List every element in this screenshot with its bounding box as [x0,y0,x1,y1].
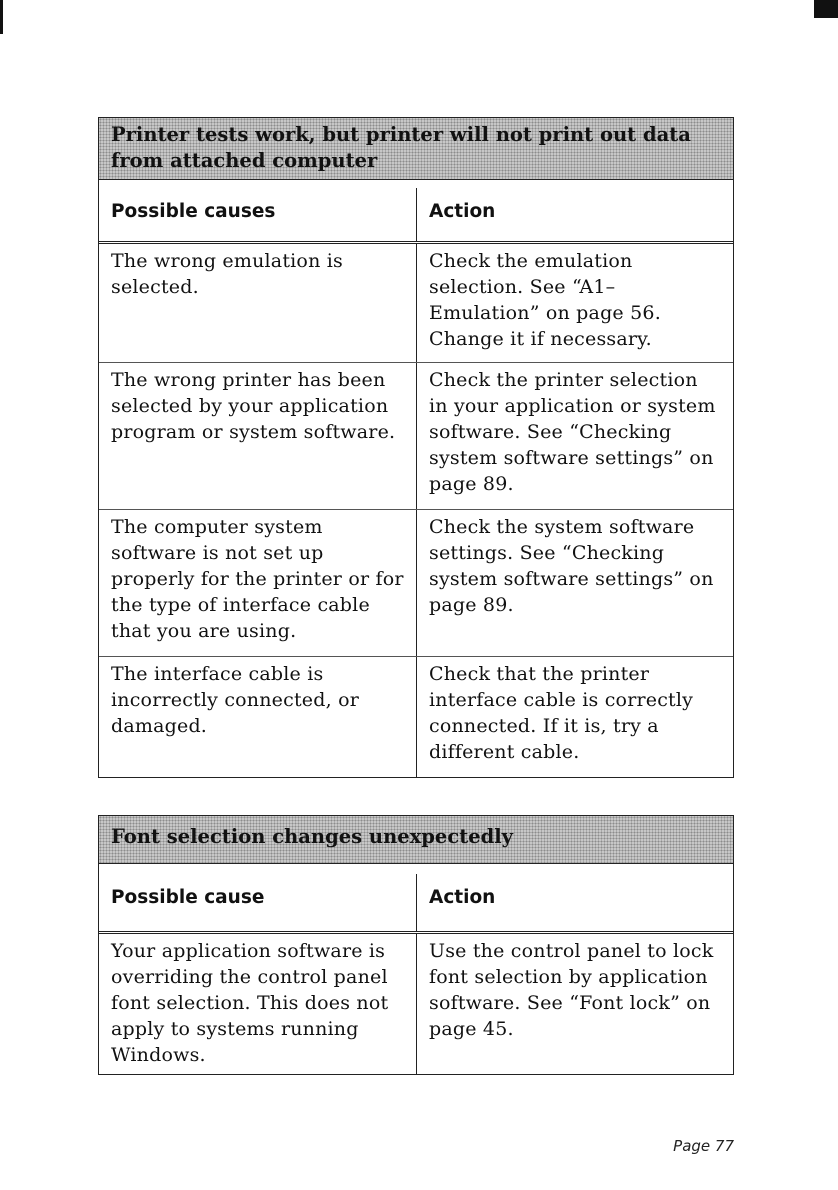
action-cell: Use the control panel to lock font selection by application software. See “Font lock” on page 45. [416,934,733,1074]
table-title: Font selection changes unexpectedly [99,816,733,864]
column-header-causes: Possible causes [111,201,276,222]
cause-cell: The interface cable is incorrectly connected, or damaged. [111,663,360,737]
table-row [99,244,733,363]
table-row [99,510,733,657]
table-row [99,363,733,510]
column-header-action: Action [416,874,733,931]
action-cell: Check the system software settings. See “Checking system software settings” on page 89. [416,510,733,656]
table-header-row [99,188,733,244]
scan-edge-mark-left [0,0,3,34]
cause-cell: The wrong printer has been selected by your application program or system software. [111,369,396,443]
scan-edge-mark-right [814,0,838,18]
table-title: Printer tests work, but printer will not print out data from attached computer [99,118,733,180]
cause-cell: Your application software is overriding the control panel font selection. This does not apply to systems running Windows. [111,940,389,1066]
table-header-row [99,874,733,934]
action-cell: Check the printer selection in your application or system software. See “Checking system software settings” on page 89. [416,363,733,509]
cause-cell: The wrong emulation is selected. [111,250,343,298]
page-number: Page 77 [673,1137,734,1155]
action-cell: Check the emulation selection. See “A1– Emulation” on page 56. Change it if necessary. [416,244,733,362]
cause-cell: The computer system software is not set up properly for the printer or for the type of interface cable that you are using. [111,516,404,642]
column-header-action: Action [416,188,733,241]
action-cell: Check that the printer interface cable is correctly connected. If it is, try a different cable. [416,657,733,777]
column-header-cause: Possible cause [111,887,265,908]
table-row [99,657,733,777]
table-row [99,934,733,1074]
troubleshooting-table-font-selection [98,815,734,1075]
troubleshooting-table-print-data [98,117,734,778]
